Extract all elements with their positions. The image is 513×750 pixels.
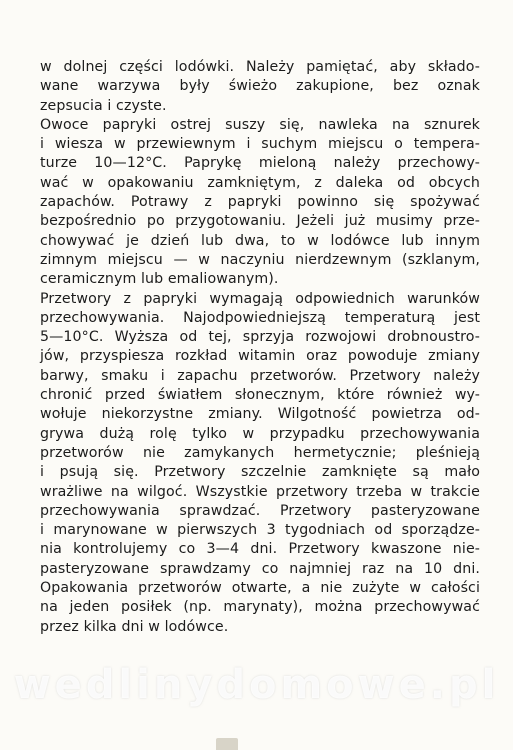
text-line: i psują się. Przetwory szczelnie zamknięte są mało	[40, 464, 480, 481]
body-text	[40, 58, 480, 637]
text-line: chowywać je dzień lub dwa, to w lodówce lub innym	[40, 232, 480, 249]
text-line: turze 10—12°C. Paprykę mieloną należy przechowy-	[40, 155, 480, 172]
text-line: barwy, smaku i zapachu przetworów. Przetwory należy	[40, 367, 480, 384]
text-line: bezpośrednio po przygotowaniu. Jeżeli już musimy prze-	[40, 213, 480, 230]
text-line: zimnym miejscu — w naczyniu nierdzewnym (szklanym,	[40, 251, 480, 268]
text-line: przechowywania. Najodpowiedniejszą temperaturą jest	[40, 309, 480, 326]
text-line: wać w opakowaniu zamkniętym, z daleka od obcych	[40, 174, 480, 191]
text-line: zapachów. Potrawy z papryki powinno się spożywać	[40, 194, 480, 211]
text-line: w dolnej części lodówki. Należy pamiętać, aby składo-	[40, 59, 480, 75]
text-line: jów, przyspiesza rozkład witamin oraz powoduje zmiany	[40, 348, 480, 365]
text-line: wrażliwe na wilgoć. Wszystkie przetwory trzeba w trakcie	[40, 483, 480, 500]
watermark: wedlinydomowe.pl	[13, 662, 500, 708]
text-line: zepsucia i czyste.	[40, 97, 167, 114]
text-line: wane warzywa były świeżo zakupione, bez oznak	[40, 78, 480, 95]
text-line: na jeden posiłek (np. marynaty), można przechowywać	[40, 599, 480, 616]
text-line: ceramicznym lub emaliowanym).	[40, 271, 279, 288]
page-edge-mark	[216, 738, 238, 750]
text-line: Opakowania przetworów otwarte, a nie zużyte w całości	[40, 580, 480, 597]
text-line: Przetwory z papryki wymagają odpowiednich warunków	[40, 290, 480, 307]
text-line: wołuje niekorzystne zmiany. Wilgotność powietrza od-	[40, 406, 480, 423]
text-line: 5—10°C. Wyższa od tej, sprzyja rozwojowi drobnoustro-	[40, 329, 480, 346]
text-line: przez kilka dni w lodówce.	[40, 618, 229, 635]
text-line: Owoce papryki ostrej suszy się, nawleka na sznurek	[40, 116, 480, 133]
text-line: przechowywania sprawdzać. Przetwory pasteryzowane	[40, 502, 480, 519]
text-line: grywa dużą rolę tylko w przypadku przechowywania	[40, 425, 480, 442]
text-line: i marynowane w pierwszych 3 tygodniach od sporządze-	[40, 522, 480, 539]
text-line: przetworów nie zamykanych hermetycznie; pleśnieją	[40, 444, 480, 461]
text-line: i wiesza w przewiewnym i suchym miejscu o tempera-	[40, 136, 480, 153]
text-line: chronić przed światłem słonecznym, które również wy-	[40, 387, 480, 404]
text-line: pasteryzowane sprawdzamy co najmniej raz na 10 dni.	[40, 560, 480, 577]
text-line: nia kontrolujemy co 3—4 dni. Przetwory kwaszone nie-	[40, 541, 480, 558]
